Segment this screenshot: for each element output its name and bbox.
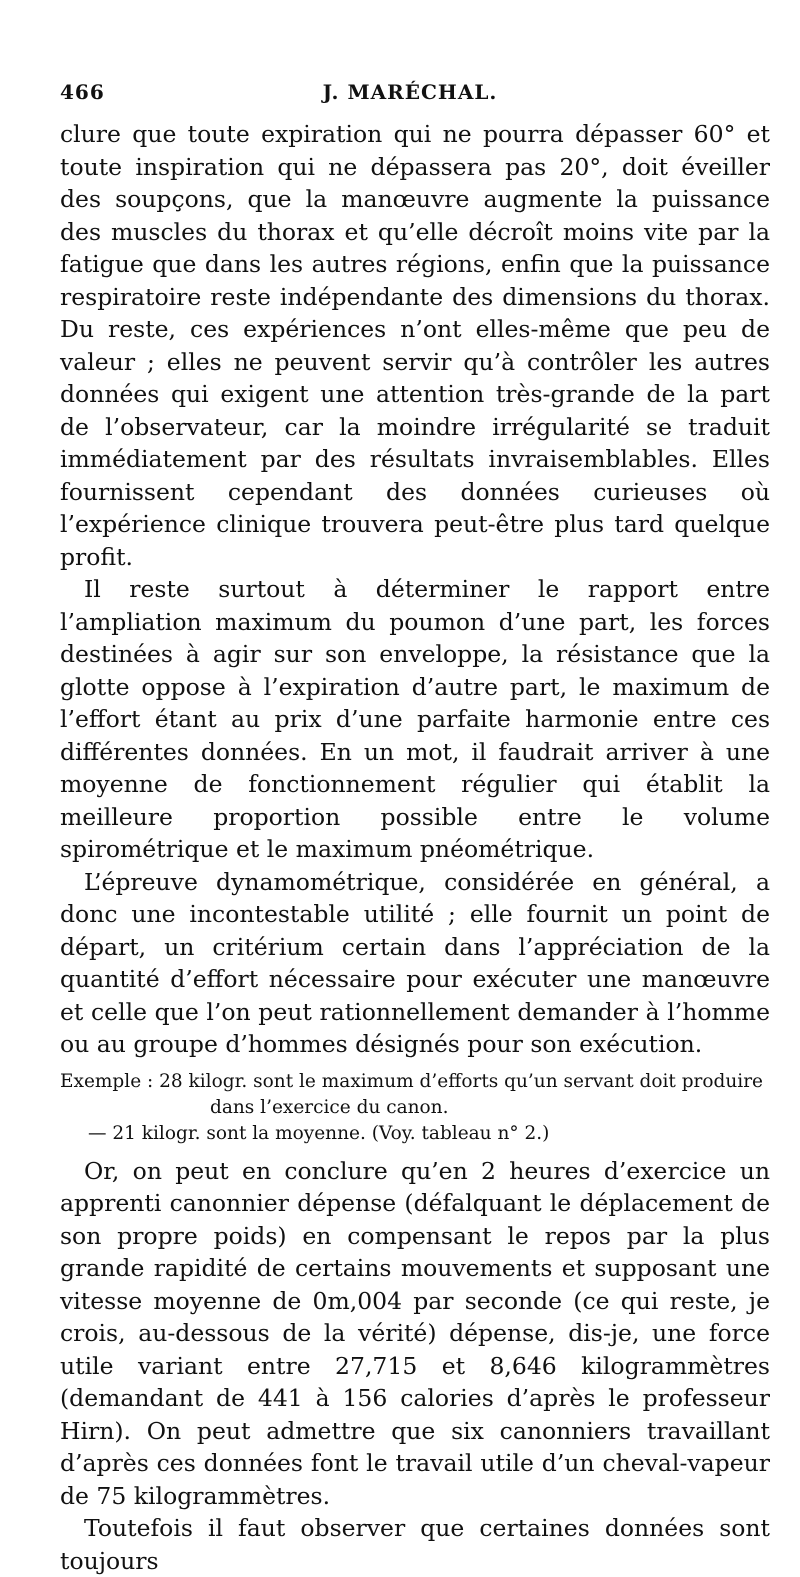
paragraph-4: Or, on peut en conclure qu’en 2 heures d’exercice un apprenti canonnier dépense (défalquant le déplacement de son propre poids) en compensant le repos par la plus grande rapidité de certains mouvements et supposant une vitesse moyenne de 0m,004 par seconde (ce qui reste, je crois, au-dessous de la vérité) dépense, dis-je, une force utile variant entre 27,715 et 8,646 kilogrammètres (demandant de 441 à 156 calories d’après le professeur Hirn). On peut admettre que six canonniers travaillant d’après ces données font le travail utile d’un cheval-vapeur de 75 kilogrammètres.: [60, 1156, 770, 1510]
example-block: [60, 1069, 770, 1147]
paragraph-5: Toutefois il faut observer que certaines données sont toujours: [60, 1514, 770, 1575]
paragraph-1: clure que toute expiration qui ne pourra dépasser 60° et toute inspiration qui ne dépassera pas 20°, doit éveiller des soupçons, que la manœuvre augmente la puissance des muscles du thorax et qu’elle décroît moins vite par la fatigue que dans les autres régions, enfin que la puissance respiratoire reste indépendante des dimensions du thorax. Du reste, ces expériences n’ont elles-même que peu de valeur ; elles ne peuvent servir qu’à contrôler les autres données qui exigent une attention très-grande de la part de l’observateur, car la moindre irrégularité se traduit immédiatement par des résultats invraisemblables. Elles fournissent cependant des données curieuses où l’expérience clinique trouvera peut-être plus tard quelque profit.: [60, 120, 770, 571]
example-line-2: dans l’exercice du canon.: [210, 1096, 449, 1118]
paragraph-3: L’épreuve dynamométrique, considérée en général, a donc une incontestable utilité ; elle fournit un point de départ, un critérium certain dans l’appréciation de la quantité d’effort nécessaire pour exécuter une manœuvre et celle que l’on peut rationnellement demander à l’homme ou au groupe d’hommes désignés pour son exécution.: [60, 867, 770, 1058]
page-number: 466: [60, 80, 105, 104]
page-header: [60, 80, 760, 108]
example-line-3: — 21 kilogr. sont la moyenne. (Voy. tableau n° 2.): [88, 1122, 550, 1144]
paragraph-2: Il reste surtout à déterminer le rapport entre l’ampliation maximum du poumon d’une part, les forces destinées à agir sur son enveloppe, la résistance que la glotte oppose à l’expiration d’autre part, le maximum de l’effort étant au prix d’une parfaite harmonie entre ces différentes données. En un mot, il faudrait arriver à une moyenne de fonctionnement régulier qui établit la meilleure proportion possible entre le volume spirométrique et le maximum pnéométrique.: [60, 575, 770, 863]
page-body: [60, 118, 770, 1577]
running-title: J. MARÉCHAL.: [322, 80, 498, 104]
example-line-1: Exemple : 28 kilogr. sont le maximum d’efforts qu’un servant doit produire: [60, 1070, 764, 1092]
